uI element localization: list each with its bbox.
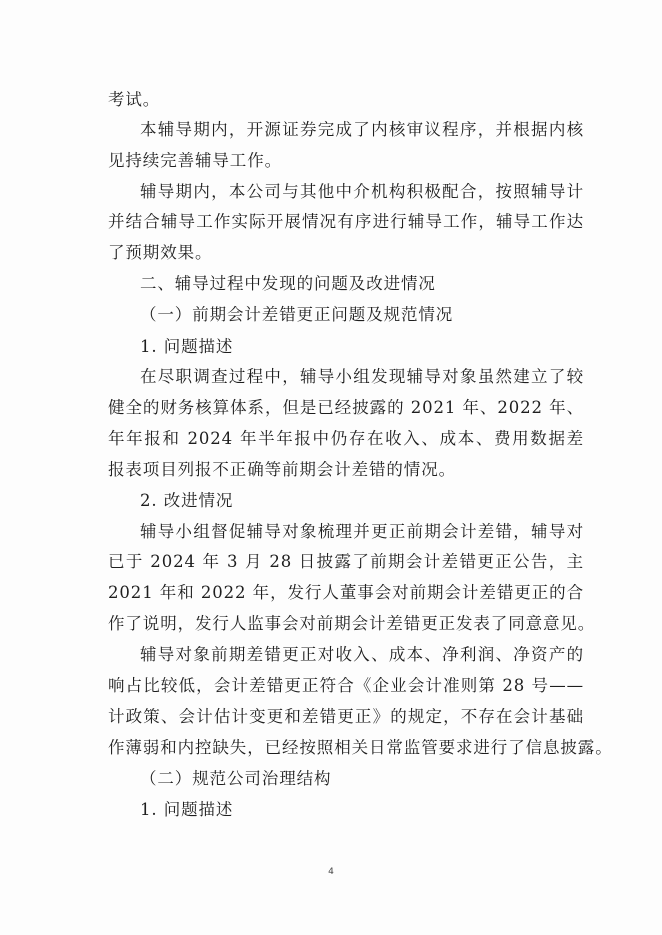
paragraph-line: 本辅导期内，开源证券完成了内核审议程序，并根据内核 (140, 120, 584, 139)
paragraph-line: 健全的财务核算体系，但是已经披露的 2021 年、2022 年、 (108, 398, 584, 417)
paragraph-line: 辅导对象前期差错更正对收入、成本、净利润、净资产的 (140, 645, 584, 664)
paragraph-line: 见持续完善辅导工作。 (108, 151, 282, 170)
paragraph-line: 计政策、会计估计变更和差错更正》的规定，不存在会计基础 (108, 707, 584, 726)
paragraph-line: 在尽职调查过程中，辅导小组发现辅导对象虽然建立了较 (140, 367, 584, 386)
paragraph-line: 响占比较低，会计差错更正符合《企业会计准则第 28 号—— (108, 676, 584, 695)
paragraph-line: 辅导期内，本公司与其他中介机构积极配合，按照辅导计 (140, 182, 584, 201)
paragraph-line: 作了说明，发行人监事会对前期会计差错更正发表了同意意见。 (108, 614, 596, 633)
text-line: 考试。 (108, 90, 161, 109)
paragraph-line: 已于 2024 年 3 月 28 日披露了前期会计差错更正公告，主 (108, 552, 584, 571)
page-number: 4 (328, 867, 334, 877)
paragraph-line: 2021 年和 2022 年，发行人董事会对前期会计差错更正的合 (108, 583, 584, 602)
section-heading: 二、辅导过程中发现的问题及改进情况 (140, 274, 436, 293)
paragraph-line: 辅导小组督促辅导对象梳理并更正前期会计差错，辅导对 (140, 522, 584, 541)
paragraph-line: 报表项目列报不正确等前期会计差错的情况。 (108, 460, 456, 479)
paragraph-line: 并结合辅导工作实际开展情况有序进行辅导工作，辅导工作达 (108, 212, 584, 231)
subsection-heading: （一）前期会计差错更正问题及规范情况 (140, 305, 454, 324)
paragraph-line: 作薄弱和内控缺失，已经按照相关日常监管要求进行了信息披露。 (108, 738, 613, 757)
item-heading: 2. 改进情况 (140, 491, 234, 510)
item-heading: 1. 问题描述 (140, 800, 234, 819)
subsection-heading: （二）规范公司治理结构 (140, 769, 332, 788)
paragraph-line: 了预期效果。 (108, 243, 213, 262)
item-heading: 1. 问题描述 (140, 337, 234, 356)
paragraph-line: 年年报和 2024 年半年报中仍存在收入、成本、费用数据差 (108, 429, 584, 448)
